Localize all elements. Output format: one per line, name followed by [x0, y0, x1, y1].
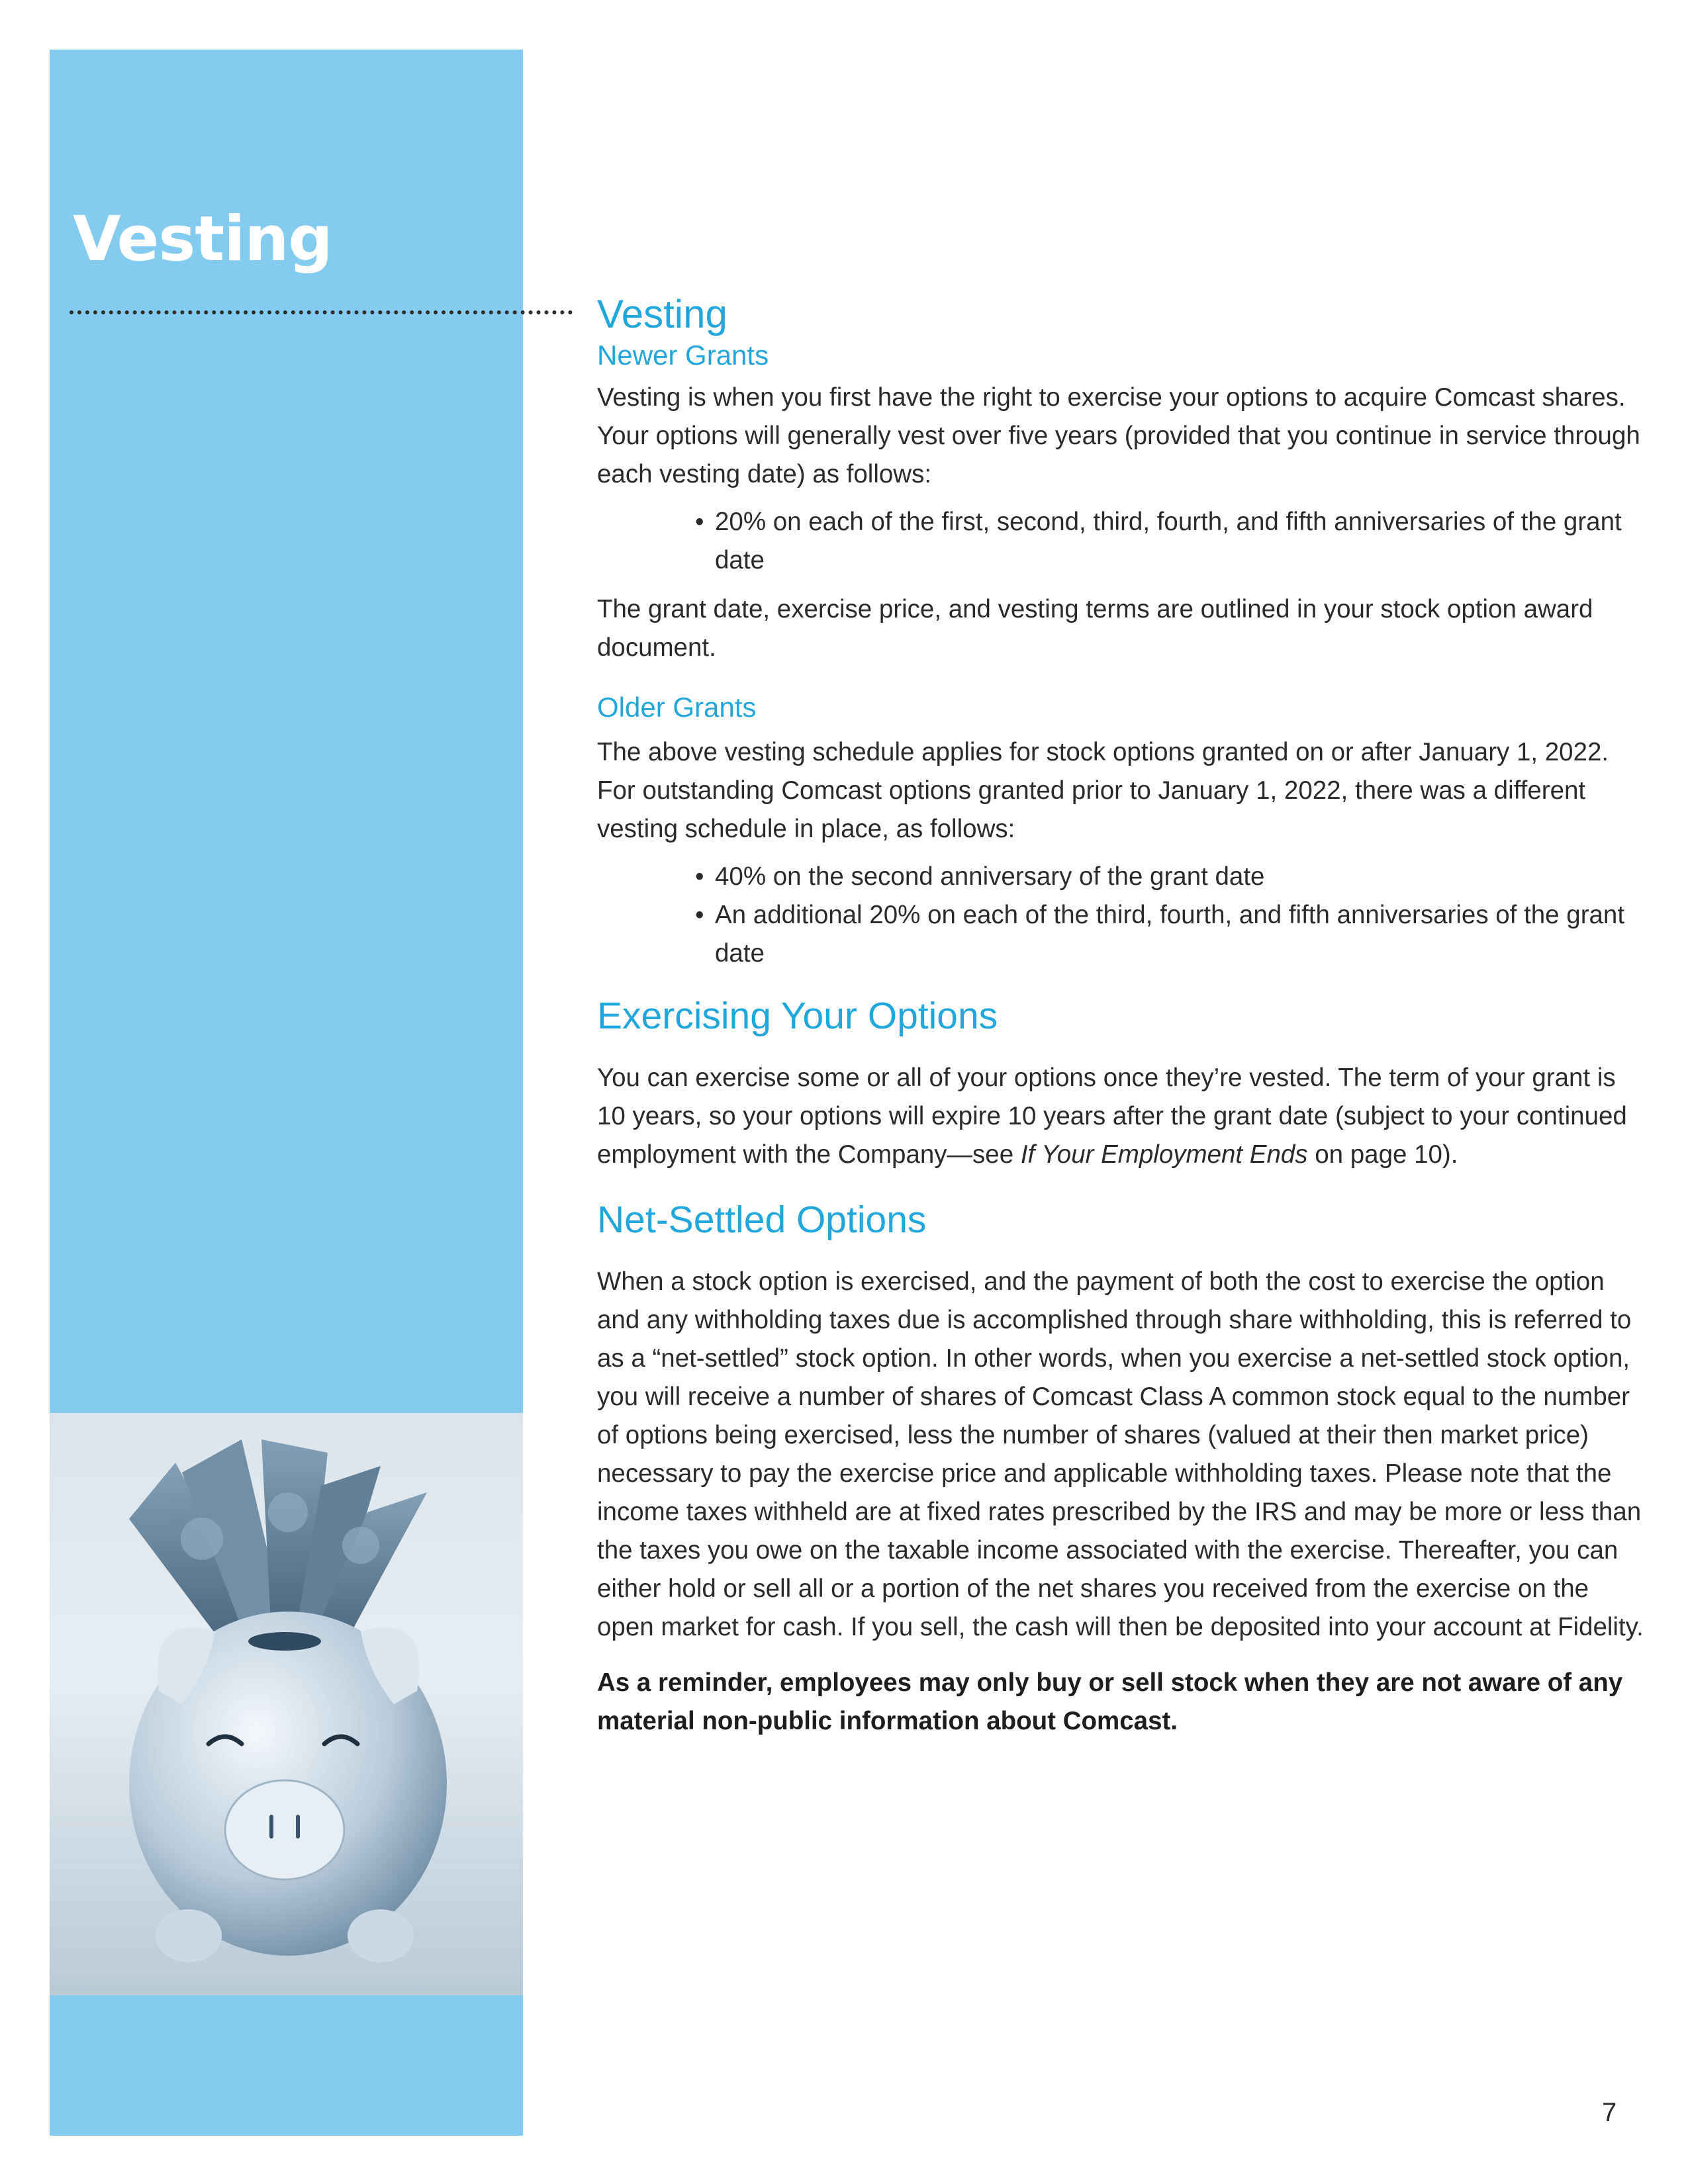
list-item: • An additional 20% on each of the third, fourth, and fifth anniversaries of the grant date [695, 896, 1646, 973]
piggy-bank-icon [50, 1413, 523, 1995]
reminder-note: As a reminder, employees may only buy or sell stock when they are not aware of any material non-public information about Comcast. [597, 1668, 1623, 1735]
employment-ends-reference: If Your Employment Ends [1020, 1140, 1308, 1169]
older-grants-intro: The above vesting schedule applies for stock options granted on or after January 1, 2022. For outstanding Comcast options granted prior to January 1, 2022, there was a different vesting schedule in place, as follows: [597, 738, 1609, 843]
newer-grants-bullets [597, 503, 1646, 580]
exercising-options-text: You can exercise some or all of your options once they’re vested. The term of your grant is 10 years, so your options will expire 10 years after the grant date (subject to your continued employment with the Company—see If Your Employment Ends on page 10). [597, 1064, 1627, 1169]
vesting-heading: Vesting [597, 292, 727, 336]
net-settled-options-heading: Net-Settled Options [597, 1199, 927, 1241]
older-grants-heading: Older Grants [597, 692, 757, 723]
bullet-icon: • [695, 862, 704, 891]
main-content [597, 291, 1646, 1741]
sidebar-title: Vesting [73, 203, 332, 275]
net-settled-options-body: When a stock option is exercised, and the payment of both the cost to exercise the option and any withholding taxes due is accomplished through share withholding, this is referred to as a “net-settled” stock option. In other words, when you exercise a net-settled stock option, you will receive a number of shares of Comcast Class A common stock equal to the number of options being exercised, less the number of shares (valued at their then market price) necessary to pay the exercise price and applicable withholding taxes. Please note that the income taxes withheld are at fixed rates prescribed by the IRS and may be more or less than the taxes you owe on the taxable income associated with the exercise. Thereafter, you can either hold or sell all or a portion of the net shares you received from the exercise on the open market for cash. If you sell, the cash will then be deposited into your account at Fidelity. [597, 1267, 1644, 1641]
page-number: 7 [1602, 2098, 1617, 2127]
newer-grants-heading: Newer Grants [597, 340, 769, 371]
list-item: • 20% on each of the first, second, third, fourth, and fifth anniversaries of the grant date [695, 503, 1646, 580]
newer-grants-intro: Vesting is when you first have the right to exercise your options to acquire Comcast shares. Your options will generally vest over five years (provided that you continue in service through each vesting date) as follows: [597, 383, 1640, 488]
piggy-bank-photo [50, 1413, 523, 1995]
bullet-icon: • [695, 901, 704, 929]
bullet-icon: • [695, 508, 704, 536]
exercising-options-heading: Exercising Your Options [597, 995, 998, 1037]
older-grants-bullets [597, 858, 1646, 973]
dotted-divider [70, 310, 573, 314]
newer-grants-outro: The grant date, exercise price, and vesting terms are outlined in your stock option award document. [597, 595, 1593, 662]
list-item: • 40% on the second anniversary of the grant date [695, 858, 1646, 896]
